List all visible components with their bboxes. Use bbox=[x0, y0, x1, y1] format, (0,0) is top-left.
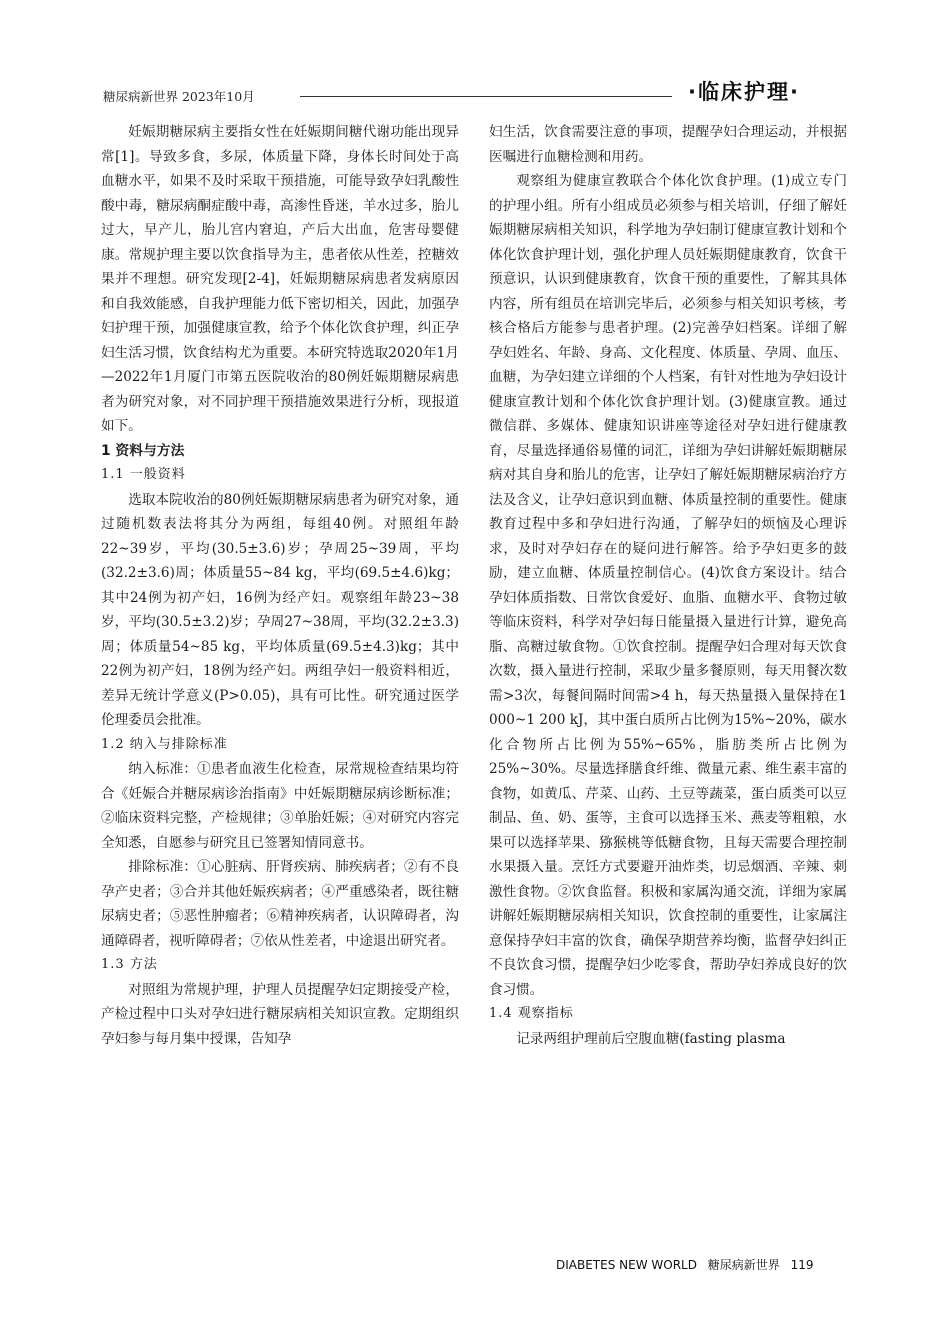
methods-continued-paragraph: 妇生活，饮食需要注意的事项，提醒孕妇合理运动，并根据医嘱进行血糖检测和用药。 bbox=[489, 124, 847, 165]
section-title: ·临床护理· bbox=[688, 80, 800, 104]
exclusion-criteria-paragraph: 排除标准：①心脏病、肝肾疾病、肺疾病者；②有不良孕产史者；③合并其他妊娠疾病者；④严重感染者，既往糖尿病史者；⑤恶性肿瘤者；⑥精神疾病者，认识障碍者，沟通障碍者，视听障碍者；⑦依从性差者，中途退出研究者。 bbox=[101, 859, 459, 949]
subsection-1-2-heading: 1.2 纳入与排除标准 bbox=[101, 736, 228, 752]
subsection-1-4-heading: 1.4 观察指标 bbox=[489, 1006, 574, 1021]
footer-journal-en: DIABETES NEW WORLD bbox=[556, 1258, 697, 1272]
subsection-1-1-heading: 1.1 一般资料 bbox=[101, 467, 186, 482]
page-footer bbox=[556, 1256, 821, 1273]
header-rule bbox=[300, 96, 672, 97]
left-column bbox=[101, 120, 459, 1051]
page-number: 119 bbox=[790, 1258, 814, 1272]
footer-journal-cn: 糖尿病新世界 bbox=[707, 1258, 780, 1272]
section-1-heading: 1 资料与方法 bbox=[101, 442, 185, 459]
journal-date: 糖尿病新世界 2023年10月 bbox=[103, 89, 255, 104]
inclusion-criteria-paragraph: 纳入标准：①患者血液生化检查，尿常规检查结果均符合《妊娠合并糖尿病诊治指南》中妊娠期糖尿病诊断标准；②临床资料完整，产检规律；③单胎妊娠；④对研究内容完全知悉，自愿参与研究且已签署知情同意书。 bbox=[101, 761, 459, 851]
intro-paragraph: 妊娠期糖尿病主要指女性在妊娠期间糖代谢功能出现异常[1]。导致多食，多尿，体质量下降，身体长时间处于高血糖水平，如果不及时采取干预措施，可能导致孕妇乳酸性酸中毒，糖尿病酮症酸中毒，高渗性昏迷，羊水过多，胎儿过大，早产儿，胎儿宫内窘迫，产后大出血，危害母婴健康。常规护理主要以饮食指导为主，患者依从性差，控糖效果并不理想。研究发现[2-4]，妊娠期糖尿病患者发病原因和自我效能感，自我护理能力低下密切相关，因此，加强孕妇护理干预，加强健康宣教，给予个体化饮食护理，纠正孕妇生活习惯，饮食结构尤为重要。本研究特选取2020年1月—2022年1月厦门市第五医院收治的80例妊娠期糖尿病患者为研究对象，对不同护理干预措施效果进行分析，现报道如下。 bbox=[101, 124, 459, 434]
methods-paragraph: 对照组为常规护理，护理人员提醒孕妇定期接受产检，产检过程中口头对孕妇进行糖尿病相关知识宣教。定期组织孕妇参与每月集中授课，告知孕 bbox=[101, 981, 459, 1047]
right-column bbox=[489, 120, 847, 1051]
indicators-paragraph: 记录两组护理前后空腹血糖(fasting plasma bbox=[516, 1030, 786, 1047]
subsection-1-3-heading: 1.3 方法 bbox=[101, 957, 158, 972]
observation-group-paragraph: 观察组为健康宣教联合个体化饮食护理。(1)成立专门的护理小组。所有小组成员必须参与相关培训，仔细了解妊娠期糖尿病相关知识，科学地为孕妇制订健康宣教计划和个体化饮食护理计划，强化护理人员妊娠期健康教育，饮食干预意识，认识到健康教育，饮食干预的重要性，了解其具体内容，所有组员在培训完毕后，必须参与相关知识考核，考核合格后方能参与患者护理。(2)完善孕妇档案。详细了解孕妇姓名、年龄、身高、文化程度、体质量、孕周、血压、血糖，为孕妇建立详细的个人档案，有针对性地为孕妇设计健康宣教计划和个体化饮食护理计划。(3)健康宣教。通过微信群、多媒体、健康知识讲座等途径对孕妇进行健康教育，尽量选择通俗易懂的词汇，详细为孕妇讲解妊娠期糖尿病对其自身和胎儿的危害，让孕妇了解妊娠期糖尿病治疗方法及含义，让孕妇意识到血糖、体质量控制的重要性。健康教育过程中多和孕妇进行沟通，了解孕妇的烦恼及心理诉求，及时对孕妇存在的疑问进行解答。给予孕妇更多的鼓励，建立血糖、体质量控制信心。(4)饮食方案设计。结合孕妇体质指数、日常饮食爱好、血脂、血糖水平、食物过敏等临床资料，科学对孕妇每日能量摄入量进行计算，避免高脂、高糖过敏食物。①饮食控制。提醒孕妇合理对每天饮食次数，摄入量进行控制，采取少量多餐原则，每天用餐次数需>3次，每餐间隔时间需>4 h，每天热量摄入量保持在1 000~1 200 kJ，其中蛋白质所占比例为15%~20%，碳水化合物所占比例为55%~65%，脂肪类所占比例为25%~30%。尽量选择膳食纤维、微量元素、维生素丰富的食物，如黄瓜、芹菜、山药、土豆等蔬菜，蛋白质类可以豆制品、鱼、奶、蛋等，主食可以选择玉米、燕麦等粗粮，水果可以选择苹果、猕猴桃等低糖食物，且每天需要合理控制水果摄入量。烹饪方式要避开油炸类，切忌烟酒、辛辣、刺激性食物。②饮食监督。积极和家属沟通交流，详细为家属讲解妊娠期糖尿病相关知识，饮食控制的重要性，让家属注意保持孕妇丰富的饮食，确保孕期营养均衡，监督孕妇纠正不良饮食习惯，提醒孕妇少吃零食，帮助孕妇养成良好的饮食习惯。 bbox=[489, 173, 847, 998]
general-data-paragraph: 选取本院收治的80例妊娠期糖尿病患者为研究对象，通过随机数表法将其分为两组，每组40例。对照组年龄22~39岁，平均(30.5±3.6)岁；孕周25~39周，平均(32.2±3.6)周；体质量55~84 kg，平均(69.5±4.6)kg；其中24例为初产妇，16例为经产妇。观察组年龄23~38岁，平均(30.5±3.2)岁；孕周27~38周，平均(32.2±3.3)周；体质量54~85 kg，平均体质量(69.5±4.3)kg；其中22例为初产妇，18例为经产妇。两组孕妇一般资料相近，差异无统计学意义(P>0.05)，具有可比性。研究通过医学伦理委员会批准。 bbox=[101, 491, 459, 728]
